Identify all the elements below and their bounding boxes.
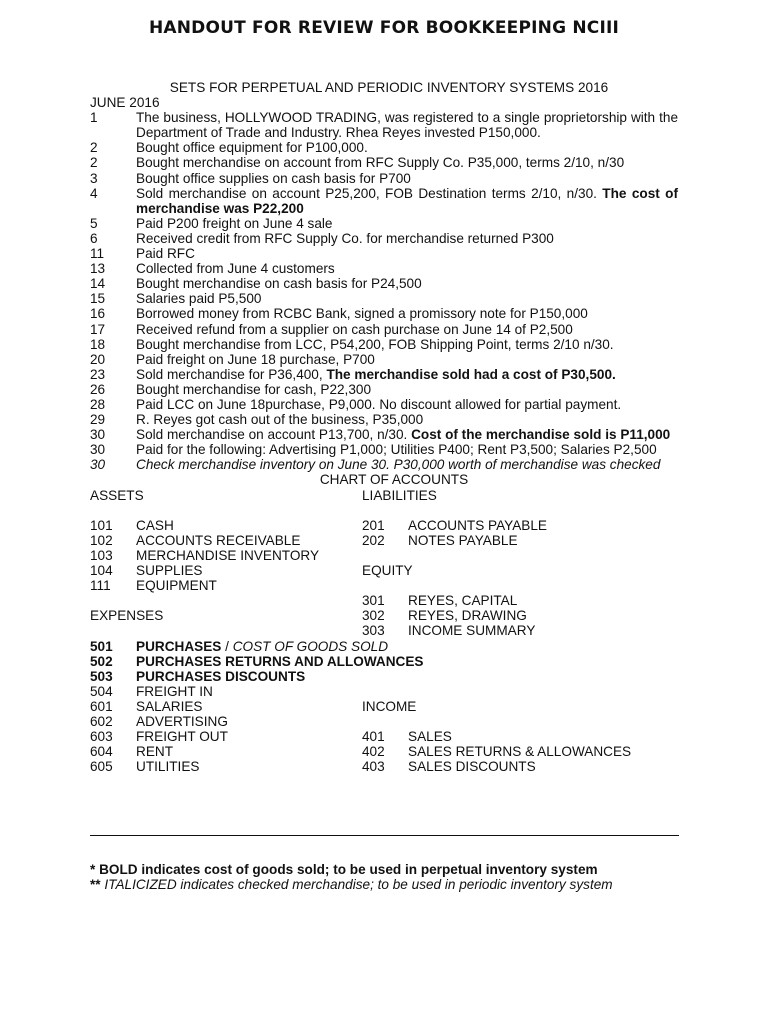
entry-text: Received credit from RFC Supply Co. for merchandise returned P300 bbox=[136, 230, 554, 246]
entry-text-block bbox=[136, 186, 678, 216]
transaction-entry bbox=[90, 171, 678, 186]
transaction-entry bbox=[90, 155, 678, 170]
assets-heading: ASSETS bbox=[90, 487, 144, 503]
account-name: ADVERTISING bbox=[136, 714, 228, 729]
entry-text: Paid LCC on June 18purchase, P9,000. No discount allowed for partial payment. bbox=[136, 396, 622, 412]
entry-day: 29 bbox=[90, 412, 106, 428]
entry-text: Bought merchandise on account from RFC Supply Co. P35,000, terms 2/10, n/30 bbox=[136, 155, 625, 171]
account-row bbox=[90, 654, 424, 669]
account-number: 111 bbox=[90, 578, 111, 594]
transaction-entry bbox=[90, 352, 678, 367]
account-row bbox=[90, 548, 319, 563]
note-italic bbox=[90, 877, 710, 892]
page-title: HANDOUT FOR REVIEW FOR BOOKKEEPING NCIII bbox=[148, 18, 620, 38]
entry-text: Collected from June 4 customers bbox=[136, 261, 335, 277]
divider-line bbox=[90, 835, 679, 836]
account-row bbox=[362, 623, 535, 638]
account-name: ACCOUNTS PAYABLE bbox=[408, 517, 547, 533]
account-number: 504 bbox=[90, 683, 113, 699]
note-bold-marker: * bbox=[90, 862, 96, 877]
entry-day: 2 bbox=[90, 155, 98, 171]
entry-text-block bbox=[136, 110, 678, 140]
account-row bbox=[90, 714, 424, 729]
account-number: 104 bbox=[90, 563, 113, 578]
entry-text-block bbox=[136, 382, 678, 397]
entry-text-block bbox=[136, 291, 678, 306]
account-alt-name: COST OF GOODS SOLD bbox=[232, 638, 389, 654]
entry-text-block bbox=[136, 412, 678, 427]
entry-day: 2 bbox=[90, 140, 98, 156]
account-number: 103 bbox=[90, 547, 113, 563]
entry-day: 30 bbox=[90, 427, 106, 443]
note-italic-marker: ** bbox=[90, 877, 101, 893]
entry-text-block bbox=[136, 306, 678, 321]
entry-text-block bbox=[136, 216, 678, 231]
transaction-entry bbox=[90, 246, 678, 261]
entry-text-block bbox=[136, 261, 678, 276]
entry-text-block bbox=[136, 352, 678, 367]
entry-text-block bbox=[136, 427, 678, 442]
account-row bbox=[90, 578, 319, 593]
entry-day: 30 bbox=[90, 457, 106, 473]
entry-text: Check merchandise inventory on June 30. P30,000 worth of merchandise was checked bbox=[136, 457, 661, 473]
entry-text-block bbox=[136, 171, 678, 186]
entry-day: 26 bbox=[90, 381, 106, 397]
entry-day: 14 bbox=[90, 276, 106, 292]
entry-day: 23 bbox=[90, 366, 106, 382]
account-number: 303 bbox=[362, 623, 385, 639]
notes bbox=[90, 862, 710, 892]
chart-of-accounts-title: CHART OF ACCOUNTS bbox=[319, 472, 469, 488]
entry-day: 28 bbox=[90, 396, 106, 412]
account-number: 302 bbox=[362, 608, 385, 624]
account-number: 402 bbox=[362, 744, 385, 760]
account-name: SALES bbox=[408, 729, 452, 745]
entry-day: 30 bbox=[90, 442, 106, 458]
entry-day: 17 bbox=[90, 321, 106, 337]
account-number: 503 bbox=[90, 668, 113, 684]
transaction-entry bbox=[90, 276, 678, 291]
entry-text-block bbox=[136, 337, 678, 352]
account-number: 603 bbox=[90, 729, 113, 745]
account-number: 403 bbox=[362, 759, 385, 775]
account-number: 604 bbox=[90, 744, 113, 760]
entry-text: Paid P200 freight on June 4 sale bbox=[136, 215, 333, 231]
account-separator: / bbox=[221, 638, 233, 654]
entry-day: 18 bbox=[90, 336, 106, 352]
account-number: 605 bbox=[90, 759, 113, 775]
account-row bbox=[90, 669, 424, 684]
account-number: 401 bbox=[362, 729, 385, 745]
account-number: 201 bbox=[362, 517, 385, 533]
account-name: RENT bbox=[136, 744, 174, 760]
transaction-entry bbox=[90, 337, 678, 352]
account-row bbox=[90, 518, 319, 533]
account-name: SALES RETURNS & ALLOWANCES bbox=[408, 744, 632, 760]
entry-text: Salaries paid P5,500 bbox=[136, 291, 262, 307]
entry-day: 6 bbox=[90, 230, 98, 246]
transaction-entry bbox=[90, 427, 678, 442]
transaction-entry bbox=[90, 216, 678, 231]
account-name: FREIGHT OUT bbox=[136, 729, 228, 745]
document-body bbox=[90, 80, 678, 773]
account-number: 202 bbox=[362, 532, 385, 548]
entry-text: Bought merchandise from LCC, P54,200, FOB Shipping Point, terms 2/10 n/30. bbox=[136, 336, 614, 352]
transaction-entry bbox=[90, 442, 678, 457]
account-number: 602 bbox=[90, 714, 113, 729]
transaction-entry bbox=[90, 261, 678, 276]
transaction-list bbox=[90, 110, 678, 472]
account-row bbox=[362, 593, 535, 608]
account-row bbox=[90, 563, 319, 578]
account-row bbox=[90, 684, 424, 699]
entry-text: Paid for the following: Advertising P1,000; Utilities P400; Rent P3,500; Salaries P2,500 bbox=[136, 442, 657, 458]
account-number: 101 bbox=[90, 517, 113, 533]
equity-heading: EQUITY bbox=[362, 563, 413, 579]
entry-text-block bbox=[136, 246, 678, 261]
entry-cost-note: Cost of the merchandise sold is P11,000 bbox=[411, 427, 671, 443]
entry-text-block bbox=[136, 322, 678, 337]
account-row bbox=[362, 744, 631, 759]
chart-of-accounts bbox=[90, 488, 678, 773]
account-name: SALES DISCOUNTS bbox=[408, 759, 536, 775]
account-name: UTILITIES bbox=[136, 759, 200, 775]
entry-text-block bbox=[136, 397, 678, 412]
entry-day: 13 bbox=[90, 261, 106, 277]
entry-text: Bought office supplies on cash basis for P700 bbox=[136, 170, 411, 186]
entry-day: 1 bbox=[90, 110, 98, 126]
account-name: CASH bbox=[136, 517, 174, 533]
transaction-entry bbox=[90, 457, 678, 472]
account-name: INCOME SUMMARY bbox=[408, 623, 536, 639]
account-row bbox=[90, 533, 319, 548]
entry-text: Borrowed money from RCBC Bank, signed a promissory note for P150,000 bbox=[136, 306, 588, 322]
note-bold bbox=[90, 862, 710, 877]
entry-text: The business, HOLLYWOOD TRADING, was registered to a single proprietorship with the Department of Trade and Industry. Rhea Reyes invested P150,000. bbox=[136, 110, 678, 141]
entry-text: Received refund from a supplier on cash purchase on June 14 of P2,500 bbox=[136, 321, 573, 337]
entry-text: Sold merchandise on account P25,200, FOB Destination terms 2/10, n/30. bbox=[136, 185, 597, 201]
account-name: NOTES PAYABLE bbox=[408, 532, 518, 548]
entry-text: Paid RFC bbox=[136, 246, 195, 262]
entry-text-block bbox=[136, 457, 678, 472]
liabilities-list bbox=[362, 518, 547, 548]
account-number: 601 bbox=[90, 698, 113, 714]
entry-text-block bbox=[136, 367, 678, 382]
entry-text-block bbox=[136, 140, 678, 155]
transaction-entry bbox=[90, 306, 678, 321]
entry-day: 16 bbox=[90, 306, 106, 322]
entry-text: Bought merchandise on cash basis for P24,500 bbox=[136, 276, 422, 292]
account-row bbox=[362, 533, 547, 548]
account-number: 501 bbox=[90, 638, 113, 654]
assets-list bbox=[90, 518, 319, 593]
account-number: 301 bbox=[362, 593, 385, 609]
entry-text: R. Reyes got cash out of the business, P35,000 bbox=[136, 412, 424, 428]
entry-text-block bbox=[136, 155, 678, 170]
transaction-entry bbox=[90, 382, 678, 397]
entry-day: 20 bbox=[90, 351, 106, 367]
account-name: REYES, DRAWING bbox=[408, 608, 527, 624]
account-name: REYES, CAPITAL bbox=[408, 593, 518, 609]
account-row bbox=[362, 729, 631, 744]
account-name: SUPPLIES bbox=[136, 563, 203, 578]
income-heading: INCOME bbox=[362, 698, 417, 714]
entry-text: Sold merchandise for P36,400, bbox=[136, 366, 323, 382]
account-number: 502 bbox=[90, 653, 113, 669]
account-name: PURCHASES DISCOUNTS bbox=[136, 668, 306, 684]
transaction-entry bbox=[90, 412, 678, 427]
entry-day: 15 bbox=[90, 291, 106, 307]
account-row bbox=[362, 608, 535, 623]
account-row bbox=[362, 518, 547, 533]
transaction-entry bbox=[90, 231, 678, 246]
transaction-entry bbox=[90, 367, 678, 382]
transaction-entry bbox=[90, 110, 678, 140]
transaction-entry bbox=[90, 322, 678, 337]
income-list bbox=[362, 729, 631, 774]
month-label: JUNE 2016 bbox=[90, 95, 160, 111]
entry-day: 5 bbox=[90, 215, 98, 231]
transaction-entry bbox=[90, 186, 678, 216]
account-row bbox=[362, 759, 631, 774]
account-row bbox=[90, 639, 424, 654]
account-name: FREIGHT IN bbox=[136, 683, 213, 699]
subtitle: SETS FOR PERPETUAL AND PERIODIC INVENTORY SYSTEMS 2016 bbox=[169, 80, 609, 95]
entry-day: 11 bbox=[90, 246, 105, 262]
account-number: 102 bbox=[90, 532, 113, 548]
transaction-entry bbox=[90, 140, 678, 155]
entry-text: Bought merchandise for cash, P22,300 bbox=[136, 381, 372, 397]
account-name: ACCOUNTS RECEIVABLE bbox=[136, 532, 301, 548]
equity-list bbox=[362, 593, 535, 638]
account-name: PURCHASES bbox=[136, 638, 222, 654]
entry-text-block bbox=[136, 442, 678, 457]
transaction-entry bbox=[90, 397, 678, 412]
entry-cost-note: The cost of merchandise was P22,200 bbox=[136, 185, 678, 216]
entry-text: Bought office equipment for P100,000. bbox=[136, 140, 368, 156]
entry-text: Paid freight on June 18 purchase, P700 bbox=[136, 351, 375, 367]
entry-cost-note: The merchandise sold had a cost of P30,500. bbox=[326, 366, 616, 382]
expenses-heading: EXPENSES bbox=[90, 608, 164, 624]
entry-text-block bbox=[136, 276, 678, 291]
entry-text: Sold merchandise on account P13,700, n/30. bbox=[136, 427, 408, 443]
account-name: EQUIPMENT bbox=[136, 578, 217, 594]
entry-text-block bbox=[136, 231, 678, 246]
account-name: SALARIES bbox=[136, 698, 203, 714]
liabilities-heading: LIABILITIES bbox=[362, 487, 437, 503]
entry-day: 4 bbox=[90, 185, 98, 201]
account-name: MERCHANDISE INVENTORY bbox=[136, 547, 320, 563]
entry-day: 3 bbox=[90, 170, 98, 186]
account-name: PURCHASES RETURNS AND ALLOWANCES bbox=[136, 653, 424, 669]
note-bold-text: BOLD indicates cost of goods sold; to be used in perpetual inventory system bbox=[99, 862, 598, 877]
note-italic-text: ITALICIZED indicates checked merchandise; to be used in periodic inventory system bbox=[104, 877, 613, 893]
transaction-entry bbox=[90, 291, 678, 306]
